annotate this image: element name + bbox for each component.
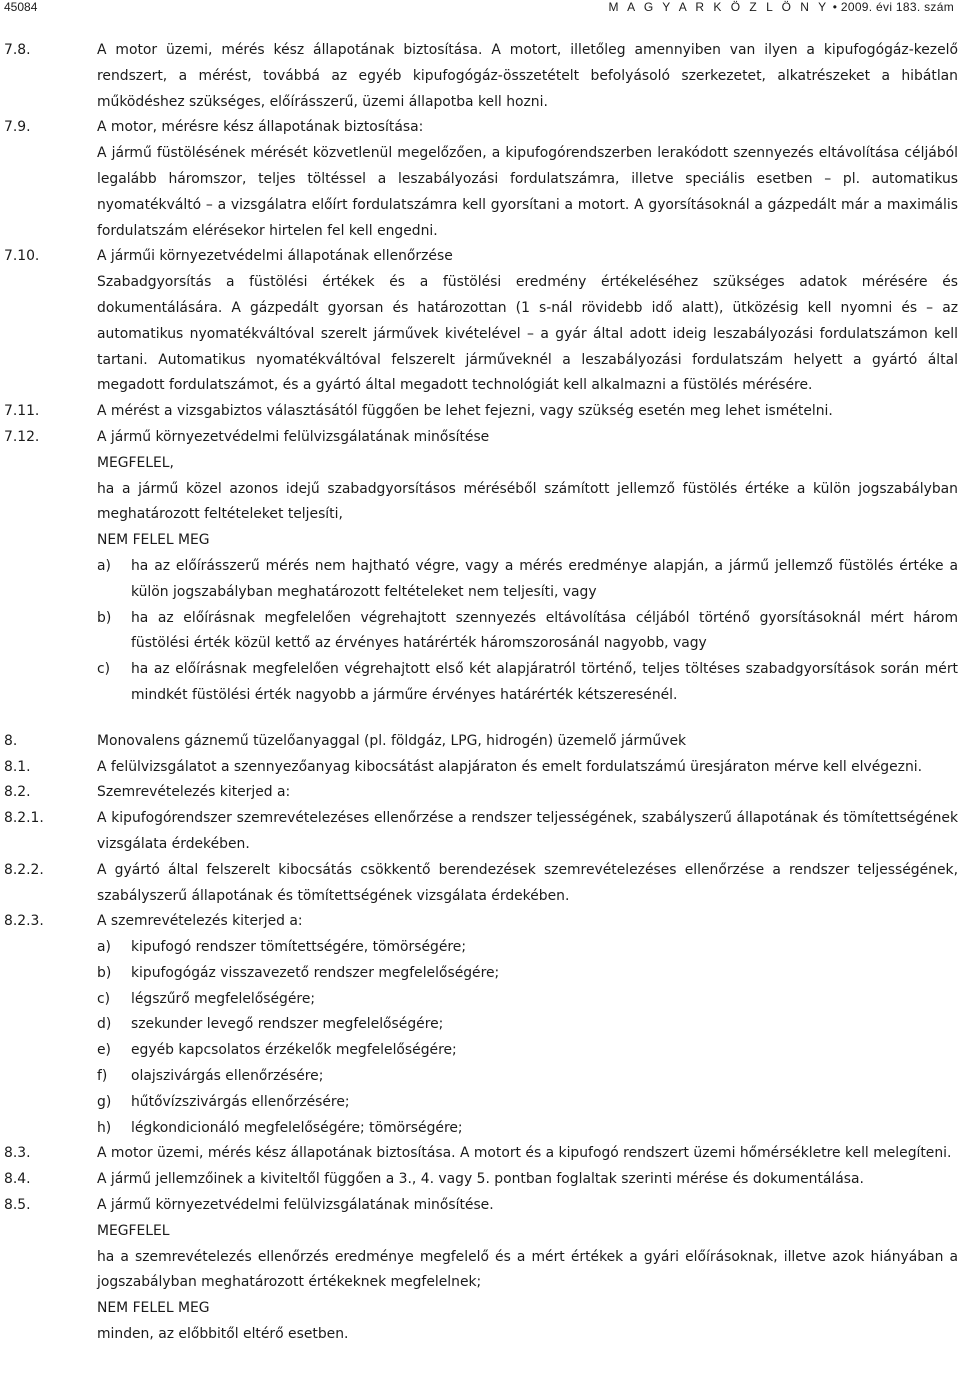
list-item-letter: g) — [97, 1093, 112, 1110]
section-8-4 — [0, 1167, 960, 1193]
list-item-text: olajszivárgás ellenőrzésére; — [131, 1068, 324, 1085]
section-number: 7.12. — [4, 428, 40, 445]
list-item — [97, 554, 958, 606]
section-7-9 — [0, 115, 960, 244]
list-item — [97, 987, 958, 1013]
list-item — [97, 935, 958, 961]
list-item-letter: b) — [97, 609, 112, 626]
list-item-text: ha az előírásnak megfelelően végrehajtott első két alapjáratról történő, teljes töltéses szabadgyorsítások során mért mindkét füstölési érték nagyobb a járműre érvényes határérték kétszeresénél. — [131, 661, 958, 703]
list-item — [97, 606, 958, 658]
section-number: 7.11. — [4, 403, 40, 420]
section-number: 8.2.2. — [4, 861, 44, 878]
section-text: A felülvizsgálatot a szennyezőanyag kibocsátást alapjáraton és emelt fordulatszámú üresjáraton mérve kell elvégezni. — [97, 758, 923, 775]
list-item-letter: d) — [97, 1016, 112, 1033]
section-text: A jármű jellemzőinek a kiviteltől függően a 3., 4. vagy 5. pontban foglaltak szerinti mérése és dokumentálása. — [97, 1171, 864, 1188]
section-text: ha a szemrevételezés ellenőrzés eredménye megfelelő és a mért értékek a gyári előírásoknak, illetve azok hiányában a jogszabályban meghatározott értékeknek megfelelnek; — [97, 1248, 958, 1291]
list-item-letter: e) — [97, 1042, 111, 1059]
section-number: 8.3. — [4, 1145, 31, 1162]
section-8-2 — [0, 780, 960, 806]
list-item-letter: c) — [97, 990, 111, 1007]
list-item-text: kipufogó rendszer tömítettségére, tömörségére; — [131, 939, 467, 956]
publication-header — [608, 0, 954, 14]
list-item — [97, 1064, 958, 1090]
list-item-letter: b) — [97, 964, 112, 981]
section-number: 7.8. — [4, 42, 31, 58]
section-7-10 — [0, 244, 960, 399]
section-number: 8.1. — [4, 758, 31, 775]
section-text: A jármű környezetvédelmi felülvizsgálatának minősítése. — [97, 1197, 494, 1214]
section-text: MEGFELEL, — [97, 454, 174, 471]
publication-title: M A G Y A R K Ö Z L Ö N Y — [608, 0, 830, 14]
section-8-3 — [0, 1141, 960, 1167]
section-8-1 — [0, 755, 960, 781]
section-text: Szabadgyorsítás a füstölési értékek és a füstölési eredmény értékeléséhez szükséges adatok mérésére és dokumentálására. A gázpedált gyorsan és határozottan (1 s-nál rövidebb idő alatt), ütközésig kell nyomni és – az automatikus nyomatékváltóval szerelt járművek kivételével – a gyár által adott ideig leszabályozási fordulatszámon kell tartani. Automatikus nyomatékváltóval felszerelt járműveknél a leszabályozási fordulatszám helyett a gyártó által megadott fordulatszámot, és a gyártó által megadott technológiát kell alkalmazni a füstölés mérésére. — [97, 274, 958, 394]
section-number: 8.5. — [4, 1197, 31, 1214]
section-number: 8.4. — [4, 1171, 31, 1188]
section-text: A motor üzemi, mérés kész állapotának biztosítása. A motort, illetőleg amennyiben van ilyen a kipufogógáz-kezelő rendszert, a mérést, továbbá az egyéb kipufogógáz-összetételt befolyásoló szerkezetet, alkatrészeket a hibátlan működéshez szükséges, előírásszerű, üzemi állapotba kell hozni. — [97, 42, 958, 110]
section-number: 8. — [4, 732, 18, 749]
section-text: A szemrevételezés kiterjed a: — [97, 913, 303, 930]
section-text: A jármű környezetvédelmi felülvizsgálatának minősítése — [97, 428, 490, 445]
section-text: ha a jármű közel azonos idejű szabadgyorsításos méréséből számított jellemző füstölés értéke a külön jogszabályban meghatározott feltételeket teljesíti, — [97, 480, 958, 523]
list-item — [97, 1116, 958, 1142]
list-item — [97, 961, 958, 987]
section-text: A jármű füstölésének mérését közvetlenül megelőzően, a kipufogórendszerben lerakódott szennyezés eltávolítása céljából legalább háromszor, teljes töltéssel a leszabályozási fordulatszámra, illetve speciális esetben – pl. automatikus nyomatékváltó – a vizsgálatra előírt fordulatszámra kell gyorsítani a motort. A gyorsításoknál a gázpedált már a maximális fordulatszám elérésekor hirtelen fel kell engedni. — [97, 145, 958, 239]
section-spacer — [0, 709, 960, 729]
section-number: 7.9. — [4, 119, 31, 136]
section-text: minden, az előbbitől eltérő esetben. — [97, 1326, 349, 1343]
list-item-letter: h) — [97, 1119, 112, 1136]
list-item-letter: a) — [97, 939, 111, 956]
section-7-8 — [0, 38, 960, 115]
section-text: A kipufogórendszer szemrevételezéses ellenőrzése a rendszer teljességének, szabályszerű állapotának és tömítettségének vizsgálata érdekében. — [97, 810, 958, 852]
section-text: A járműi környezetvédelmi állapotának ellenőrzése — [97, 248, 453, 265]
section-text: A gyártó által felszerelt kibocsátás csökkentő berendezések szemrevételezéses ellenőrzése a rendszer teljességének, szabályszerű állapotának és tömítettségének vizsgálata érdekében. — [97, 861, 958, 904]
page-header — [0, 0, 960, 20]
section-number: 8.2.1. — [4, 810, 44, 827]
section-number: 7.10. — [4, 248, 40, 265]
list-item-text: kipufogógáz visszavezető rendszer megfelelőségére; — [131, 964, 500, 981]
list-item-letter: a) — [97, 557, 111, 574]
section-text: A motor üzemi, mérés kész állapotának biztosítása. A motort és a kipufogó rendszert üzemi hőmérsékletre kell melegíteni. — [97, 1145, 952, 1162]
section-8 — [0, 729, 960, 755]
section-8-2-3 — [0, 909, 960, 1141]
bullet-separator: • — [832, 0, 838, 14]
section-text: A mérést a vizsgabiztos választásától függően be lehet fejezni, vagy szükség esetén meg lehet ismételni. — [97, 403, 833, 420]
page-number: 45084 — [4, 0, 38, 14]
list-item-text: légszűrő megfelelőségére; — [131, 990, 316, 1007]
section-text: Szemrevételezés kiterjed a: — [97, 784, 291, 801]
list-item-letter: f) — [97, 1068, 108, 1085]
section-number: 8.2. — [4, 784, 31, 801]
list-item — [97, 1012, 958, 1038]
section-text: A motor, mérésre kész állapotának biztosítása: — [97, 119, 424, 136]
section-text: MEGFELEL — [97, 1222, 170, 1239]
list-item-text: ha az előírásnak megfelelően végrehajtott szennyezés eltávolítása céljából történő gyorsításoknál mért három füstölési érték közül kettő az érvényes határérték háromszorosánál nagyobb, vagy — [131, 609, 958, 652]
list-item — [97, 657, 958, 709]
section-7-12 — [0, 425, 960, 709]
section-8-2-1 — [0, 806, 960, 858]
list-item — [97, 1038, 958, 1064]
list-item-text: szekunder levegő rendszer megfelelőségére; — [131, 1016, 444, 1033]
section-7-11 — [0, 399, 960, 425]
list-item-text: egyéb kapcsolatos érzékelők megfelelőségére; — [131, 1042, 457, 1059]
section-text: NEM FELEL MEG — [97, 532, 210, 549]
section-text: NEM FELEL MEG — [97, 1300, 210, 1317]
issue-label: 2009. évi 183. szám — [840, 0, 954, 14]
list-item-letter: c) — [97, 661, 111, 678]
list-item-text: ha az előírásszerű mérés nem hajtható végre, vagy a mérés eredménye alapján, a jármű jellemző füstölés értéke a külön jogszabályban meghatározott feltételeket nem teljesíti, vagy — [131, 557, 958, 600]
section-8-2-2 — [0, 858, 960, 910]
list-item-text: hűtővízszivárgás ellenőrzésére; — [131, 1093, 350, 1110]
document-body — [0, 38, 960, 1348]
list-item — [97, 1090, 958, 1116]
list-item-text: légkondicionáló megfelelőségére; tömörségére; — [131, 1119, 463, 1136]
section-8-5 — [0, 1193, 960, 1348]
section-number: 8.2.3. — [4, 913, 44, 930]
section-text: Monovalens gáznemű tüzelőanyaggal (pl. földgáz, LPG, hidrogén) üzemelő járművek — [97, 732, 687, 749]
